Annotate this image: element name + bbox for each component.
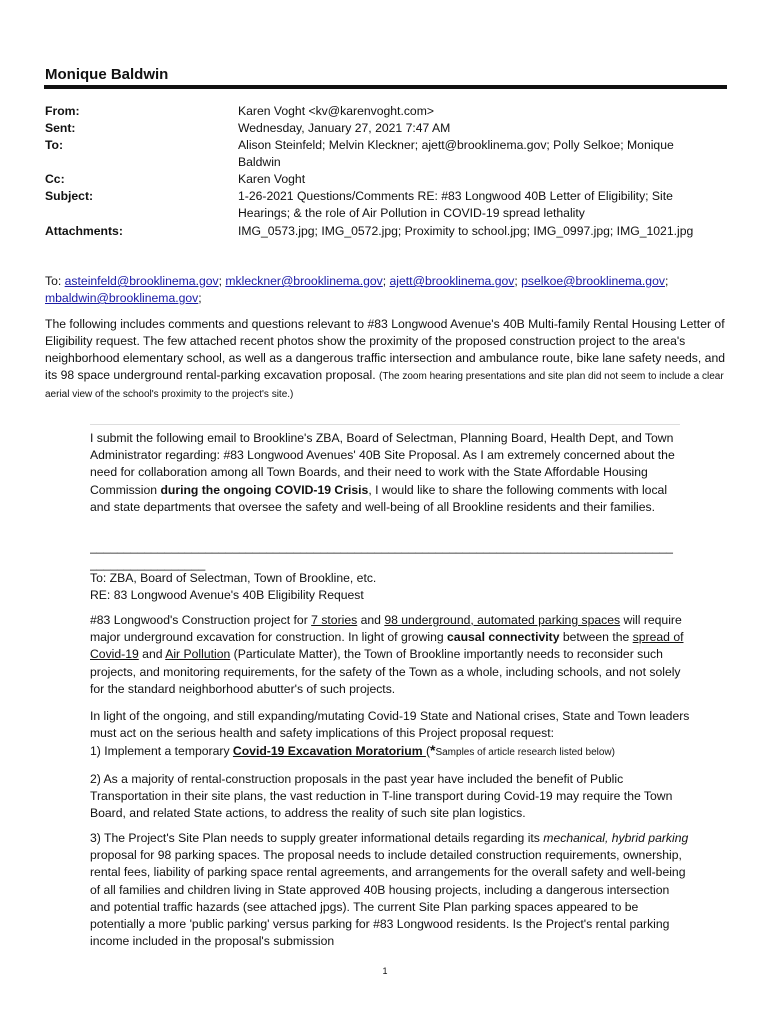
underscores-1: ______________________________________________________________________________________	[90, 540, 673, 554]
email-link[interactable]: mbaldwin@brooklinema.gov	[45, 291, 199, 305]
subject-label: Subject:	[45, 189, 94, 203]
quote-paragraph-3	[90, 708, 690, 762]
email-link[interactable]: pselkoe@brooklinema.gov	[521, 274, 665, 288]
quote-divider	[90, 424, 680, 425]
sep: ;	[218, 274, 226, 288]
underlined-text: spread of Covid-19	[90, 630, 684, 662]
text: will require major underground excavation for construction. In light of growing	[90, 613, 682, 645]
underlined-text: 7 stories	[311, 613, 358, 627]
bold-text: during the ongoing COVID-19 Crisis	[160, 482, 369, 497]
recipient-name: Monique Baldwin	[45, 66, 169, 83]
quote-paragraph-2	[90, 612, 690, 698]
intro-note: (The zoom hearing presentations and site plan did not seem to include a clear aerial view of the school's proximity to the project's site.)	[45, 371, 724, 400]
text: #83 Longwood's Construction project for	[90, 613, 312, 627]
quote-paragraph-4: 2) As a majority of rental-construction proposals in the past year have included the benefit of Public Transportation in their site plans, the vast reduction in T-line transport during Covid-19 may require the Town Board, and related State actions, to address the reality of such site plan logistics.	[90, 772, 673, 821]
moratorium-item	[90, 742, 690, 761]
sep: ;	[664, 274, 669, 288]
italic-text: mechanical, hybrid parking	[543, 831, 689, 845]
text: (	[425, 744, 430, 759]
sep: ;	[382, 274, 390, 288]
to-value: Alison Steinfeld; Melvin Kleckner; ajett@brooklinema.gov; Polly Selkoe; Monique Baldwin	[238, 138, 674, 169]
sep: ;	[514, 274, 522, 288]
text: 1) Implement a temporary	[90, 744, 233, 759]
re-line: RE: 83 Longwood Avenue's 40B Eligibility Request	[90, 588, 364, 602]
text: and	[138, 647, 166, 662]
header-rule	[44, 85, 727, 89]
quote-paragraph-5	[90, 830, 690, 950]
text: and	[357, 613, 385, 627]
sent-value: Wednesday, January 27, 2021 7:47 AM	[238, 121, 451, 135]
to-label: To:	[45, 138, 64, 152]
asterisk: *	[430, 742, 436, 759]
note-text: Samples of article research listed below)	[435, 747, 615, 759]
text: In light of the ongoing, and still expanding/mutating Covid-19 State and National crises, State and Town leaders must act on the serious health and safety implications of this Project proposal request:	[90, 709, 690, 741]
subject-value: 1-26-2021 Questions/Comments RE: #83 Longwood 40B Letter of Eligibility; Site Hearings; & the role of Air Pollution in COVID-19 spread lethality	[238, 189, 673, 220]
to-zba-line: To: ZBA, Board of Selectman, Town of Brookline, etc.	[90, 571, 377, 585]
line-end: ;	[198, 291, 202, 305]
cc-label: Cc:	[45, 172, 65, 186]
underlined-text: Air Pollution	[165, 647, 231, 662]
intro-paragraph	[45, 316, 725, 403]
email-link[interactable]: mkleckner@brooklinema.gov	[225, 274, 383, 288]
page-number: 1	[382, 966, 388, 976]
sent-label: Sent:	[45, 121, 76, 135]
attachments-value: IMG_0573.jpg; IMG_0572.jpg; Proximity to school.jpg; IMG_0997.jpg; IMG_1021.jpg	[238, 224, 694, 238]
intro-main: The following includes comments and questions relevant to #83 Longwood Avenue's 40B Multi-family Rental Housing Letter of Eligibility request. The few attached recent photos show the proximity of the proposed construction project to the area's neighborhood elementary school, as well as a dangerous traffic intersection and ambulance route, bike lane safety needs, and its 98 space underground rental-parking excavation proposal.	[45, 317, 725, 382]
text: I submit the following email to Brookline's ZBA, Board of Selectman, Planning Board, Health Dept, and Town Administrator regarding: #83 Longwood Avenues' 40B Site Proposal. As I am extremely concerned about the need for collaboration among all Town Boards, and their need to work with the State Affordable Housing Commission	[90, 431, 675, 497]
underlined-text: 98 underground, automated parking spaces	[384, 613, 621, 627]
email-link[interactable]: asteinfeld@brooklinema.gov	[64, 274, 219, 288]
cc-value: Karen Voght	[238, 172, 306, 186]
moratorium-title: Covid-19 Excavation Moratorium	[232, 744, 426, 759]
text: (Particulate Matter), the Town of Brookline importantly needs to reconsider such projects, and monitoring requirements, for the safety of the Town as a whole, including schools, and not solely for the standard neighborhood abutter's of such projects.	[90, 647, 681, 696]
from-value: Karen Voght <kv@karenvoght.com>	[238, 104, 434, 118]
to-email-line	[45, 273, 725, 307]
email-link[interactable]: ajett@brooklinema.gov	[389, 274, 515, 288]
text: , I would like to share the following comments with local and state departments that oversee the safety and well-being of all Brookline residents and their families.	[90, 482, 668, 514]
from-label: From:	[45, 104, 80, 118]
underscores-2: _________________	[90, 557, 206, 571]
bold-text: causal connectivity	[447, 630, 560, 645]
quote-paragraph-1	[90, 430, 690, 516]
text: 3) The Project's Site Plan needs to supply greater informational details regarding its	[90, 831, 544, 845]
to-prefix: To:	[45, 274, 65, 288]
text: proposal for 98 parking spaces. The proposal needs to include detailed construction requirements, ownership, rental fees, liability of parking space rental agreements, and arrangements for the overall safety and well-being of all families and children living in State approved 40B housing projects, including a dangerous intersection and potential traffic hazards (see attached jpgs). The current Site Plan parking spaces appeared to be potentially a more 'public parking' versus parking for #83 Longwood residents. Is the Project's rental parking income included in the proposal's submission	[90, 848, 686, 949]
attachments-label: Attachments:	[45, 224, 123, 238]
separator-line	[90, 539, 680, 573]
text: between the	[559, 630, 633, 645]
